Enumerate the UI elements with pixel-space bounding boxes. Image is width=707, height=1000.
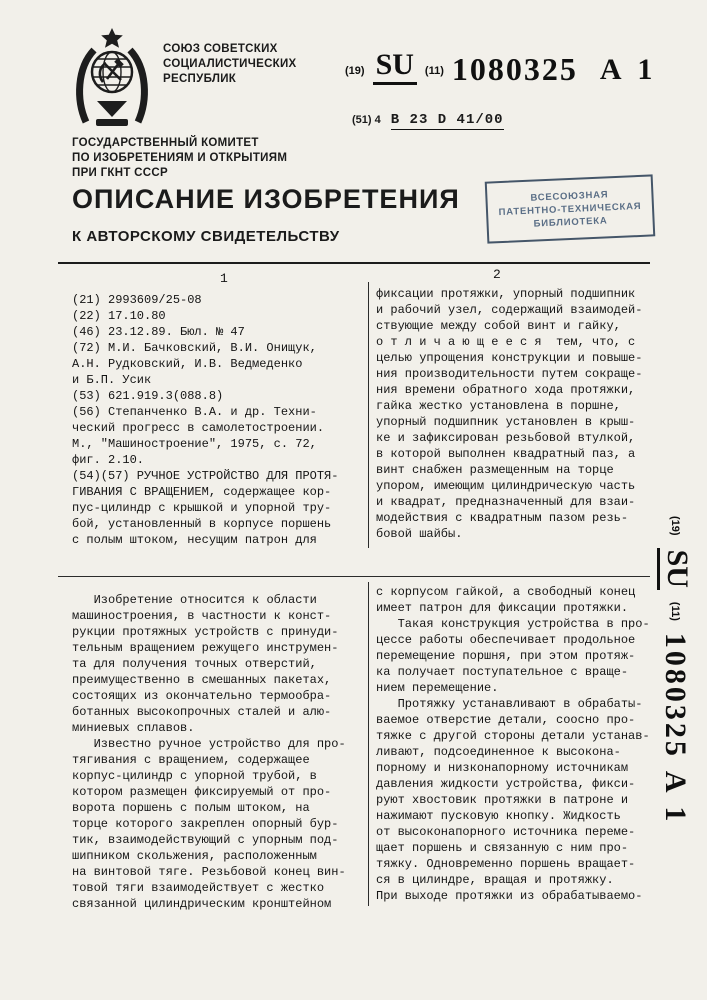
document-subtitle: К АВТОРСКОМУ СВИДЕТЕЛЬСТВУ xyxy=(72,228,340,245)
kind-code: A 1 xyxy=(599,53,658,86)
column-divider-upper xyxy=(368,282,369,548)
column-number-1: 1 xyxy=(220,271,228,286)
description-right-column: с корпусом гайкой, а свободный конец имеет патрон для фиксации протяжки. Такая конструкция устройства в про- цессе работы обеспечивает продольное перемещение поршня, при этом протяж- ка получает поступательное с враще- нием перемещение. Протяжку устанавливают в обрабаты- ваемое отверстие детали, соосно про- тяжке с другой стороны детали устанав- ливают, подсоединенное к высокона- порному и низконапорному источникам давления жидкости устройства, фикси- руют хвостовик протяжки в патроне и нажимают пусковую кнопку. Жидкость от высоконапорного источника переме- щает поршень и связанную с ним про- тяжку. Одновременно поршень вращает- ся в цилиндре, вращая и протяжку. При выходе протяжки из обрабатываемо- xyxy=(376,585,650,903)
country-code: SU xyxy=(373,50,417,85)
inid-code-19: (19) xyxy=(345,65,365,77)
library-stamp: ВСЕСОЮЗНАЯ ПАТЕНТНО-ТЕХНИЧЕСКАЯ БИБЛИОТЕКА xyxy=(485,174,656,243)
sidebar-kind-code: A 1 xyxy=(659,770,692,826)
publication-number-row xyxy=(345,50,657,85)
sidebar-country-code: SU xyxy=(658,548,693,590)
bibliographic-data-block: (21) 2993609/25-08 (22) 17.10.80 (46) 23.12.89. Бюл. № 47 (72) М.И. Бачковский, В.И. Онищук, А.Н. Рудковский, И.В. Ведмеденко и Б.П. Усик (53) 621.919.3(088.8) (56) Степанченко В.А. и др. Техни- ческий прогресс в самолетостроении. М., "Машиностроение", 1975, с. 72, фиг. 2.10. (54)(57) РУЧНОЕ УСТРОЙСТВО ДЛЯ ПРОТЯ- ГИВАНИЯ С ВРАЩЕНИЕМ, содержащее кор- пус-цилиндр с крышкой и упорной тру- бой, установленный в корпусе поршень с полым штоком, несущим патрон для xyxy=(72,293,339,547)
column-number-2: 2 xyxy=(493,267,501,282)
claim-continuation-block: фиксации протяжки, упорный подшипник и рабочий узел, содержащий взаимодей- ствующие между собой винт и гайку, о т л и ч а ю щ е е с я тем, что, с целью упрощения конструкции и повыше- ния производительности путем сокраще- ния времени обратного хода протяжки, гайка жестко установлена в поршне, упорный подшипник установлен в крыш- ке и зафиксирован резьбовой втулкой, в которой выполнен квадратный паз, а винт снабжен размещенным на торце упором, имеющим цилиндрическую часть и квадрат, предназначенный для взаи- модействия с квадратным пазом резь- бовой шайбы. xyxy=(376,287,643,541)
column-divider-lower xyxy=(368,582,369,906)
ussr-coat-of-arms-icon xyxy=(72,26,152,130)
document-title: ОПИСАНИЕ ИЗОБРЕТЕНИЯ xyxy=(72,184,460,214)
sidebar-inid-11: (11) xyxy=(669,601,681,621)
committee-name: ГОСУДАРСТВЕННЫЙ КОМИТЕТ ПО ИЗОБРЕТЕНИЯМ И ОТКРЫТИЯМ ПРИ ГКНТ СССР xyxy=(72,137,288,179)
rotated-publication-code xyxy=(653,516,697,856)
union-name: СОЮЗ СОВЕТСКИХ СОЦИАЛИСТИЧЕСКИХ РЕСПУБЛИК xyxy=(163,43,297,85)
header-divider-line xyxy=(58,262,650,264)
ipc-class: B 23 D 41/00 xyxy=(390,112,504,128)
sidebar-inid-19: (19) xyxy=(669,516,681,536)
description-left-column: Изобретение относится к области машиностроения, в частности к конст- рукции протяжных устройств с принуди- тельным вращением режущего инструмен- та для получения точных отверстий, преимущественно в смешанных пакетах, состоящих из окончательно термообра- ботанных высокопрочных сталей и алю- миниевых сплавов. Известно ручное устройство для про- тягивания с вращением, содержащее корпус-цилиндр с упорной трубой, в котором размещен фиксируемый от про- ворота поршень с полым штоком, на торце которого закреплен опорный бур- тик, взаимодействующий с упорным под- шипником скольжения, расположенным на винтовой тяге. Резьбовой конец вин- товой тяги взаимодействует с жестко связанной цилиндрическим кронштейном xyxy=(72,593,346,911)
ipc-classification-row xyxy=(352,112,504,134)
section-divider-line xyxy=(58,576,650,577)
document-number: 1080325 xyxy=(451,51,578,87)
inid-code-11: (11) xyxy=(424,65,444,77)
inid-code-51: (51) 4 xyxy=(352,114,381,126)
sidebar-document-number: 1080325 xyxy=(659,632,692,759)
